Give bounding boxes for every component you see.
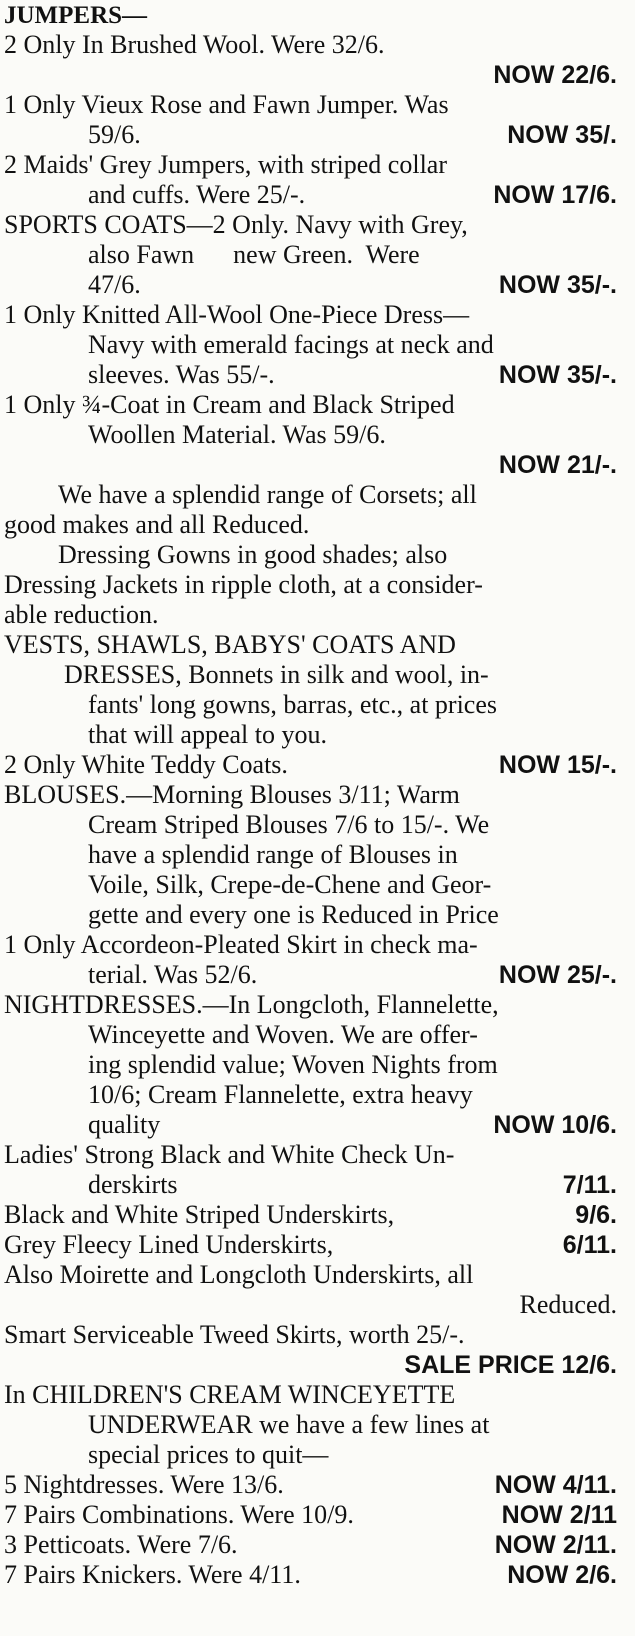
item-striped-underskirts bbox=[4, 1200, 617, 1230]
item-text-cont: also Fawn new Green. Were bbox=[88, 240, 420, 269]
item-text-cont: derskirts bbox=[88, 1170, 178, 1199]
item-price: NOW 25/-. bbox=[498, 961, 617, 989]
item-price: NOW 2/11 bbox=[501, 1501, 617, 1529]
item-price: 9/6. bbox=[575, 1201, 617, 1229]
list-item bbox=[4, 1530, 617, 1560]
list-item bbox=[4, 1560, 617, 1590]
item-text: 7 Pairs Combinations. Were 10/9. bbox=[4, 1500, 354, 1529]
paragraph-line: In CHILDREN'S CREAM WINCEYETTE bbox=[4, 1380, 456, 1409]
section-heading: JUMPERS— bbox=[4, 2, 148, 29]
paragraph-line: have a splendid range of Blouses in bbox=[88, 840, 458, 869]
paragraph-line: ing splendid value; Woven Nights from bbox=[88, 1050, 498, 1079]
item-three-quarter-coat bbox=[4, 390, 617, 480]
item-text: SPORTS COATS—2 Only. Navy with Grey, bbox=[4, 210, 468, 239]
corsets-paragraph bbox=[4, 480, 617, 540]
paragraph-line: Voile, Silk, Crepe-de-Chene and Geor- bbox=[88, 870, 492, 899]
item-pleated-skirt bbox=[4, 930, 617, 990]
list-item bbox=[4, 1470, 617, 1500]
paragraph-line: 10/6; Cream Flannelette, extra heavy bbox=[88, 1080, 473, 1109]
paragraph-line: good makes and all Reduced. bbox=[4, 510, 310, 539]
paragraph-line: able reduction. bbox=[4, 600, 159, 629]
item-price: 6/11. bbox=[562, 1231, 617, 1259]
blouses-paragraph bbox=[4, 780, 617, 930]
paragraph-line: special prices to quit— bbox=[88, 1440, 329, 1469]
paragraph-line: We have a splendid range of Corsets; all bbox=[58, 480, 477, 509]
item-text: Grey Fleecy Lined Underskirts, bbox=[4, 1230, 334, 1259]
item-teddy-coats bbox=[4, 750, 617, 780]
item-text-cont: Navy with emerald facings at neck and bbox=[88, 330, 494, 359]
paragraph-line: DRESSES, Bonnets in silk and wool, in- bbox=[64, 660, 489, 689]
item-vieux-rose bbox=[4, 90, 617, 150]
paragraph-line: Dressing Gowns in good shades; also bbox=[58, 540, 448, 569]
item-text: 2 Only In Brushed Wool. Were 32/6. bbox=[4, 30, 385, 59]
item-price: NOW 35/. bbox=[507, 121, 617, 149]
item-text-cont: 47/6. bbox=[88, 270, 141, 299]
item-text: 3 Petticoats. Were 7/6. bbox=[4, 1530, 238, 1559]
item-sports-coats bbox=[4, 210, 617, 300]
paragraph-line: gette and every one is Reduced in Price bbox=[88, 900, 499, 929]
vests-paragraph bbox=[4, 630, 617, 750]
item-text-cont: terial. Was 52/6. bbox=[88, 960, 258, 989]
paragraph-line: NIGHTDRESSES.—In Longcloth, Flannelette, bbox=[4, 990, 499, 1019]
item-text: 2 Maids' Grey Jumpers, with striped collar bbox=[4, 150, 447, 179]
nightdresses-paragraph bbox=[4, 990, 617, 1140]
item-text-cont: 59/6. bbox=[88, 120, 141, 149]
paragraph-line: fants' long gowns, barras, etc., at prices bbox=[88, 690, 498, 719]
list-item bbox=[4, 1500, 617, 1530]
paragraph-line: Winceyette and Woven. We are offer- bbox=[88, 1020, 478, 1049]
dressing-gowns-paragraph bbox=[4, 540, 617, 630]
item-price: NOW 2/6. bbox=[507, 1561, 617, 1589]
item-text: Also Moirette and Longcloth Underskirts, all bbox=[4, 1260, 474, 1289]
paragraph-line: Cream Striped Blouses 7/6 to 15/-. We bbox=[88, 810, 490, 839]
item-price: NOW 15/-. bbox=[498, 751, 617, 779]
item-text-cont: sleeves. Was 55/-. bbox=[88, 360, 275, 389]
item-price: SALE PRICE 12/6. bbox=[404, 1351, 617, 1379]
item-price: 7/11. bbox=[562, 1171, 617, 1199]
item-price: NOW 35/-. bbox=[498, 361, 617, 389]
childrens-paragraph bbox=[4, 1380, 617, 1470]
paragraph-line: that will appeal to you. bbox=[88, 720, 328, 749]
item-text: Ladies' Strong Black and White Check Un- bbox=[4, 1140, 455, 1169]
item-text: Smart Serviceable Tweed Skirts, worth 25/-. bbox=[4, 1320, 465, 1349]
item-price: NOW 22/6. bbox=[493, 61, 617, 89]
item-text: 2 Only White Teddy Coats. bbox=[4, 750, 288, 779]
item-tweed-skirts bbox=[4, 1320, 617, 1380]
item-text: 1 Only ¾-Coat in Cream and Black Striped bbox=[4, 390, 455, 419]
item-moirette-underskirts bbox=[4, 1260, 617, 1320]
item-text-cont: Woollen Material. Was 59/6. bbox=[88, 420, 386, 449]
item-text-cont: Reduced. bbox=[519, 1290, 617, 1319]
item-text: 5 Nightdresses. Were 13/6. bbox=[4, 1470, 284, 1499]
item-price: NOW 10/6. bbox=[493, 1111, 617, 1139]
paragraph-line: Dressing Jackets in ripple cloth, at a consider- bbox=[4, 570, 483, 599]
item-price: NOW 21/-. bbox=[498, 451, 617, 479]
item-brushed-wool bbox=[4, 30, 617, 90]
item-text: 1 Only Knitted All-Wool One-Piece Dress— bbox=[4, 300, 470, 329]
item-text: Black and White Striped Underskirts, bbox=[4, 1200, 395, 1229]
item-maids-jumpers bbox=[4, 150, 617, 210]
paragraph-line: quality bbox=[88, 1110, 161, 1139]
paragraph-line: VESTS, SHAWLS, BABYS' COATS AND bbox=[4, 630, 456, 659]
item-text: 1 Only Accordeon-Pleated Skirt in check ma- bbox=[4, 930, 478, 959]
item-text: 1 Only Vieux Rose and Fawn Jumper. Was bbox=[4, 90, 449, 119]
item-fleecy-underskirts bbox=[4, 1230, 617, 1260]
item-price: NOW 17/6. bbox=[493, 181, 617, 209]
paragraph-line: UNDERWEAR we have a few lines at bbox=[88, 1410, 490, 1439]
item-price: NOW 35/-. bbox=[498, 271, 617, 299]
item-price: NOW 4/11. bbox=[494, 1471, 617, 1499]
item-price: NOW 2/11. bbox=[494, 1531, 617, 1559]
paragraph-line: BLOUSES.—Morning Blouses 3/11; Warm bbox=[4, 780, 460, 809]
item-knitted-dress bbox=[4, 300, 617, 390]
item-text: 7 Pairs Knickers. Were 4/11. bbox=[4, 1560, 301, 1589]
item-text-cont: and cuffs. Were 25/-. bbox=[88, 180, 306, 209]
item-check-underskirts bbox=[4, 1140, 617, 1200]
